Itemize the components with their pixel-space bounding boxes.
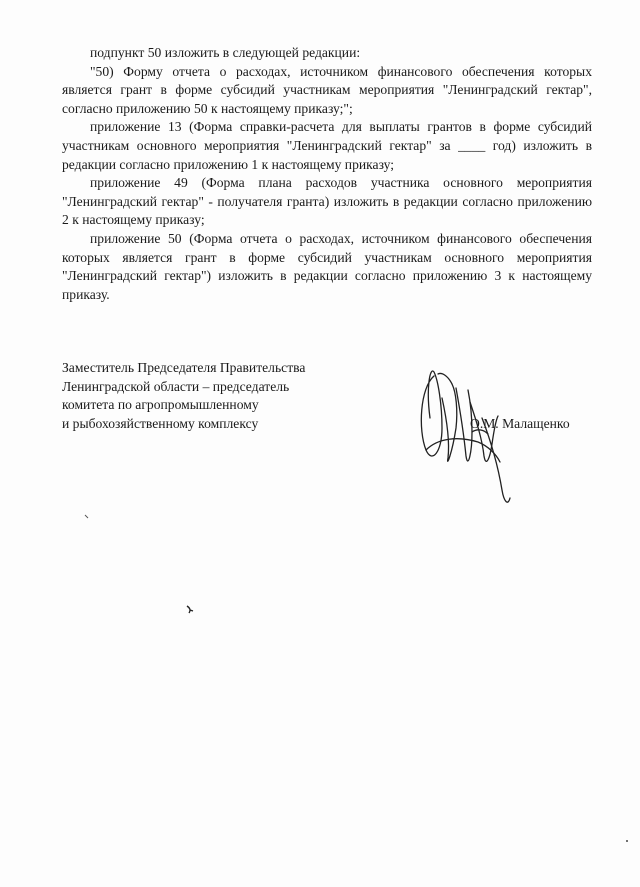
scan-speck-mark bbox=[185, 604, 195, 616]
document-body bbox=[62, 44, 592, 304]
signatory-title bbox=[62, 359, 382, 433]
signatory-title-line-3: комитета по агропромышленному bbox=[62, 397, 259, 413]
signatory-title-line-2: Ленинградской области – председатель bbox=[62, 378, 290, 394]
scan-speck-mark bbox=[84, 514, 90, 520]
signatory-title-line-1: Заместитель Председателя Правительства bbox=[62, 360, 306, 375]
paragraph-1: подпункт 50 изложить в следующей редакции: bbox=[90, 45, 361, 60]
signatory-title-line-4: и рыбохозяйственному комплексу bbox=[62, 415, 259, 431]
paragraph-4: приложение 49 (Форма плана расходов участника основного мероприятия "Ленинградский гектар" - получателя гранта) изложить в редакции согласно приложению 2 к настоящему приказу; bbox=[62, 175, 592, 228]
paragraph-3: приложение 13 (Форма справки-расчета для выплаты грантов в форме субсидий участникам основного мероприятия "Ленинградский гектар" за ____ год) изложить в редакции согласно приложению 1 к настоящему приказу; bbox=[62, 119, 592, 172]
signatory-name: О.М. Малащенко bbox=[470, 416, 570, 431]
paragraph-5: приложение 50 (Форма отчета о расходах, источником финансового обеспечения которых является грант в форме субсидий участникам основного мероприятия "Ленинградский гектар") изложить в редакции согласно приложению 3 к настоящему приказу. bbox=[62, 230, 592, 302]
paragraph-2: "50) Форму отчета о расходах, источником финансового обеспечения которых является грант в форме субсидий участникам мероприятия "Ленинградский гектар", согласно приложению 50 к настоящему приказу;"; bbox=[62, 63, 592, 116]
scan-speck-mark bbox=[624, 838, 630, 844]
